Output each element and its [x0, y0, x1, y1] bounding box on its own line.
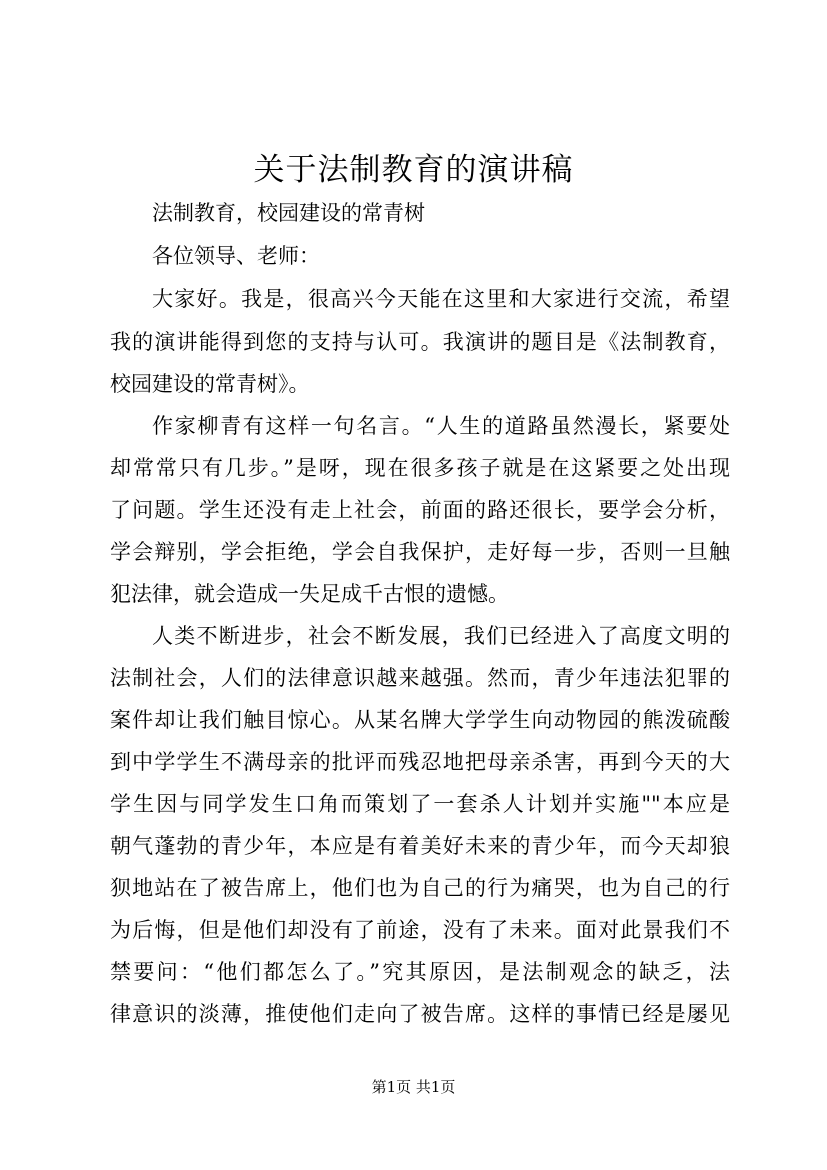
paragraph-line: 朝气蓬勃的青少年，本应是有着美好未来的青少年，而今天却狼	[110, 834, 730, 858]
paragraph-line: 律意识的淡薄，推使他们走向了被告席。这样的事情已经是屡见	[110, 1002, 730, 1026]
paragraph-line: 却常常只有几步。”是呀，现在很多孩子就是在这紧要之处出现	[110, 456, 730, 480]
paragraph-line: 学会辩别，学会拒绝，学会自我保护，走好每一步，否则一旦触	[110, 540, 730, 564]
paragraph-line: 犯法律，就会造成一失足成千古恨的遗憾。	[110, 582, 509, 606]
page-footer: 第1页 共1页	[371, 1078, 456, 1096]
paragraph-line: 我的演讲能得到您的支持与认可。我演讲的题目是《法制教育，	[110, 330, 730, 354]
paragraph-line: 禁要问：“他们都怎么了。”究其原因，是法制观念的缺乏，法	[110, 960, 730, 984]
paragraph-line: 到中学学生不满母亲的批评而残忍地把母亲杀害，再到今天的大	[110, 750, 730, 774]
paragraph-line: 法制社会，人们的法律意识越来越强。然而，青少年违法犯罪的	[110, 666, 730, 690]
paragraph-line: 案件却让我们触目惊心。从某名牌大学学生向动物园的熊泼硫酸	[110, 708, 730, 732]
paragraph-line: 人类不断进步，社会不断发展，我们已经进入了高度文明的	[152, 624, 730, 648]
paragraph-line: 了问题。学生还没有走上社会，前面的路还很长，要学会分析，	[110, 498, 730, 522]
paragraph-line: 大家好。我是，很高兴今天能在这里和大家进行交流，希望	[152, 287, 730, 311]
paragraph-line: 为后悔，但是他们却没有了前途，没有了未来。面对此景我们不	[110, 918, 730, 942]
paragraph-line: 学生因与同学发生口角而策划了一套杀人计划并实施""本应是	[110, 792, 730, 816]
paragraph-line: 校园建设的常青树》。	[110, 372, 310, 396]
salutation-line: 各位领导、老师：	[152, 244, 320, 268]
subtitle-line: 法制教育，校园建设的常青树	[152, 201, 425, 225]
paragraph-line: 狈地站在了被告席上，他们也为自己的行为痛哭，也为自己的行	[110, 876, 730, 900]
document-title: 关于法制教育的演讲稿	[253, 152, 574, 188]
paragraph-line: 作家柳青有这样一句名言。“人生的道路虽然漫长，紧要处	[152, 414, 730, 438]
